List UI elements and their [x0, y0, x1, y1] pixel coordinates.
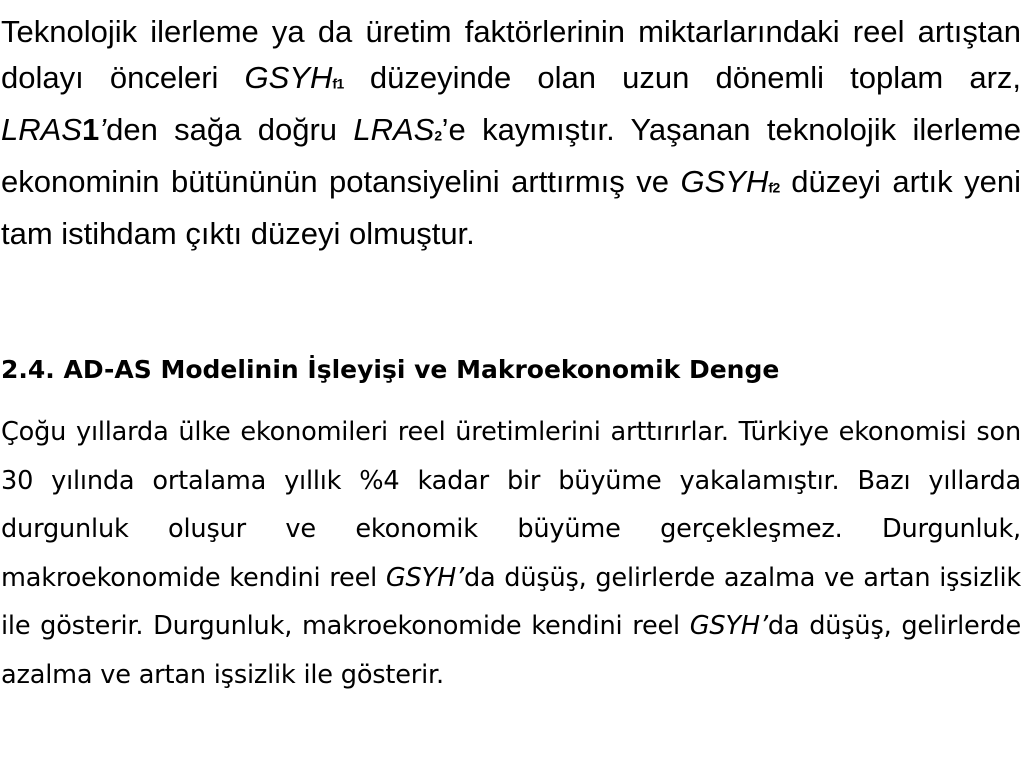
text-run: den sağa doğru: [106, 112, 354, 148]
paragraph-lras-shift: [1, 9, 1021, 257]
text-run: da düşüş, gelirlerde azalma ve artan işsizlik ile gösterir. Durgunluk, makroekonomide kendini reel: [1, 562, 1022, 641]
gsyh-term: GSYH: [244, 60, 333, 96]
gsyh-term: GSYH: [385, 562, 457, 593]
paragraph-growth: [1, 408, 1021, 699]
lras-term: LRAS: [353, 112, 435, 148]
lras-term: LRAS: [1, 112, 82, 148]
apostrophe: ’: [456, 562, 464, 593]
text-run: Teknolojik ilerleme ya da üretim faktörlerinin miktarlarındaki reel artıştan dolayı önceleri: [1, 14, 1021, 96]
text-run: ’e kaymıştır. Yaşanan teknolojik ilerleme ekonominin bütününün potansiyelini arttırmış ve: [1, 112, 1021, 199]
apostrophe: ’: [99, 112, 107, 148]
gsyh-term: GSYH: [689, 611, 760, 641]
section-heading: 2.4. AD-AS Modelinin İşleyişi ve Makroekonomik Denge: [1, 355, 780, 384]
text-run: düzeyi artık yeni tam istihdam çıktı düzeyi olmuştur.: [1, 163, 1022, 251]
text-run: da düşüş, gelirlerde azalma ve artan işsizlik ile gösterir.: [1, 611, 1021, 690]
subscript: f1: [332, 75, 344, 92]
gsyh-term: GSYH: [680, 163, 769, 199]
text-run: Çoğu yıllarda ülke ekonomileri reel üretimlerini arttırırlar. Türkiye ekonomisi son 30 yılında ortalama yıllık %4 kadar bir büyüme yakalamıştır. Bazı yıllarda durgunluk oluşur ve ekonomik büyüme gerçekleşmez. Durgunluk, makroekonomide kendini reel: [1, 417, 1021, 593]
apostrophe: ’: [759, 611, 768, 641]
text-run: düzeyinde olan uzun dönemli toplam arz,: [343, 60, 1022, 96]
subscript: 2: [434, 127, 442, 144]
subscript: f2: [768, 179, 780, 196]
lras-index: 1: [81, 112, 100, 148]
